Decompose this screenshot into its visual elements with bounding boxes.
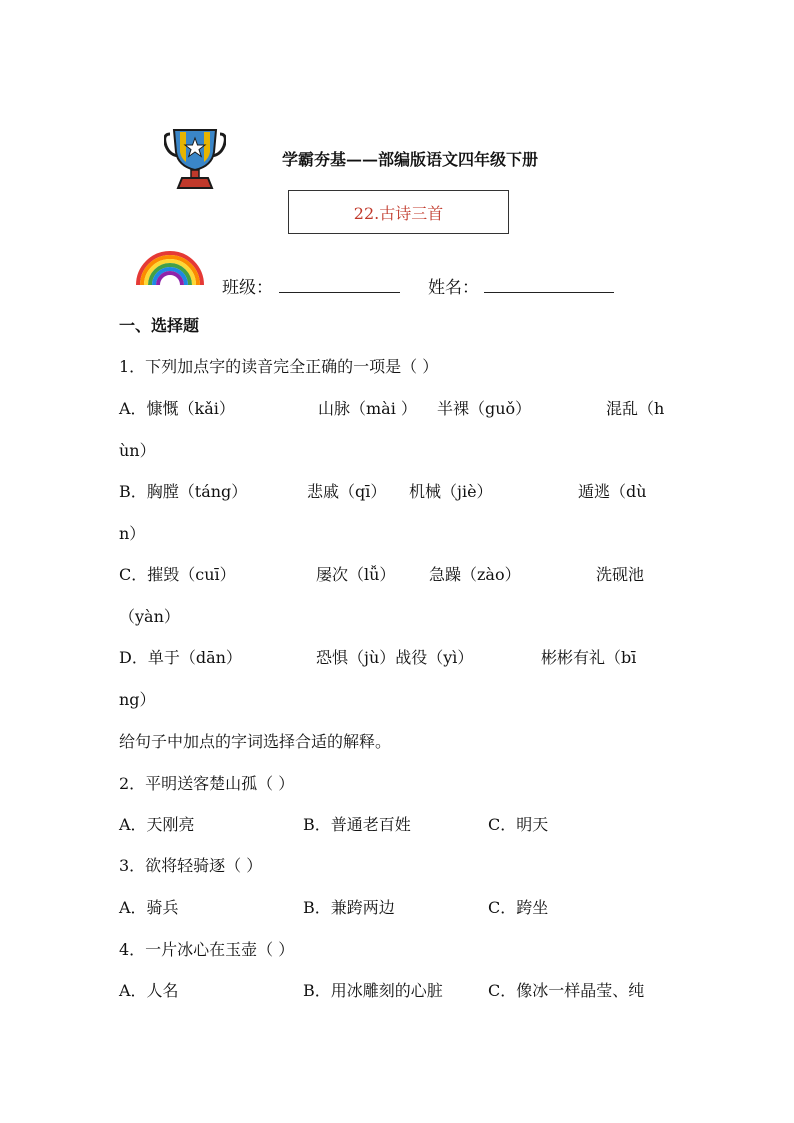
question-1-option-c (119, 565, 679, 585)
option-b-word-2: 悲戚（qī） (307, 482, 387, 501)
option-a-word-4: 混乱（h (606, 399, 665, 418)
question-3-options (119, 898, 679, 918)
option-d-word-2: 恐惧（jù）战役（yì） (316, 648, 474, 667)
option-c-word-1: C．摧毁（cuī） (119, 565, 236, 584)
question-4-option-c: C．像冰一样晶莹、纯 (488, 981, 645, 1000)
option-d-wrap: ng） (119, 690, 156, 709)
option-c-word-2: 屡次（lǚ） (316, 565, 396, 584)
option-c-word-4: 洗砚池 (596, 565, 645, 584)
question-4-option-a: A．人名 (119, 981, 179, 1000)
option-b-word-3: 机械（jiè） (409, 482, 493, 501)
option-d-word-3: 彬彬有礼（bī (541, 648, 637, 667)
question-1-option-b (119, 482, 679, 502)
series-title: 学霸夯基——部编版语文四年级下册 (282, 150, 539, 169)
question-3-option-b: B．兼跨两边 (303, 898, 395, 917)
question-2-option-b: B．普通老百姓 (303, 815, 411, 834)
section-heading: 一、选择题 (119, 316, 200, 335)
question-2-options (119, 815, 679, 835)
option-a-word-3: 半裸（guǒ） (437, 399, 532, 418)
question-4-option-b: B．用冰雕刻的心脏 (303, 981, 443, 1000)
option-c-word-3: 急躁（zào） (429, 565, 521, 584)
question-1-option-d (119, 648, 679, 668)
instruction-text: 给句子中加点的字词选择合适的解释。 (119, 732, 392, 751)
lesson-title-box (288, 190, 509, 234)
question-3-option-a: A．骑兵 (119, 898, 179, 917)
question-2-option-a: A．天刚亮 (119, 815, 195, 834)
lesson-title: 22.古诗三首 (353, 203, 444, 223)
question-2-option-c: C．明天 (488, 815, 549, 834)
rainbow-icon (134, 247, 206, 287)
option-d-word-1: D．单于（dān） (119, 648, 242, 667)
option-c-wrap: （yàn） (119, 607, 180, 626)
option-a-word-2: 山脉（mài ） (318, 399, 417, 418)
name-input-line[interactable] (484, 292, 614, 293)
class-label: 班级： (222, 278, 273, 298)
question-3-stem: 3．欲将轻骑逐（ ） (119, 856, 263, 875)
option-b-word-1: B．胸膛（táng） (119, 482, 248, 501)
option-a-wrap: ùn） (119, 441, 156, 460)
class-input-line[interactable] (279, 292, 400, 293)
question-4-options (119, 981, 679, 1001)
question-1-stem: 1．下列加点字的读音完全正确的一项是（ ） (119, 357, 439, 376)
question-2-stem: 2．平明送客楚山孤（ ） (119, 774, 295, 793)
option-b-wrap: n） (119, 524, 146, 543)
question-3-option-c: C．跨坐 (488, 898, 549, 917)
question-1-option-a (119, 399, 679, 419)
question-4-stem: 4．一片冰心在玉壶（ ） (119, 940, 295, 959)
trophy-icon (164, 126, 226, 190)
option-b-word-4: 遁逃（dù (578, 482, 647, 501)
name-label: 姓名： (428, 278, 479, 298)
option-a-word-1: A．慷慨（kǎi） (119, 399, 235, 418)
